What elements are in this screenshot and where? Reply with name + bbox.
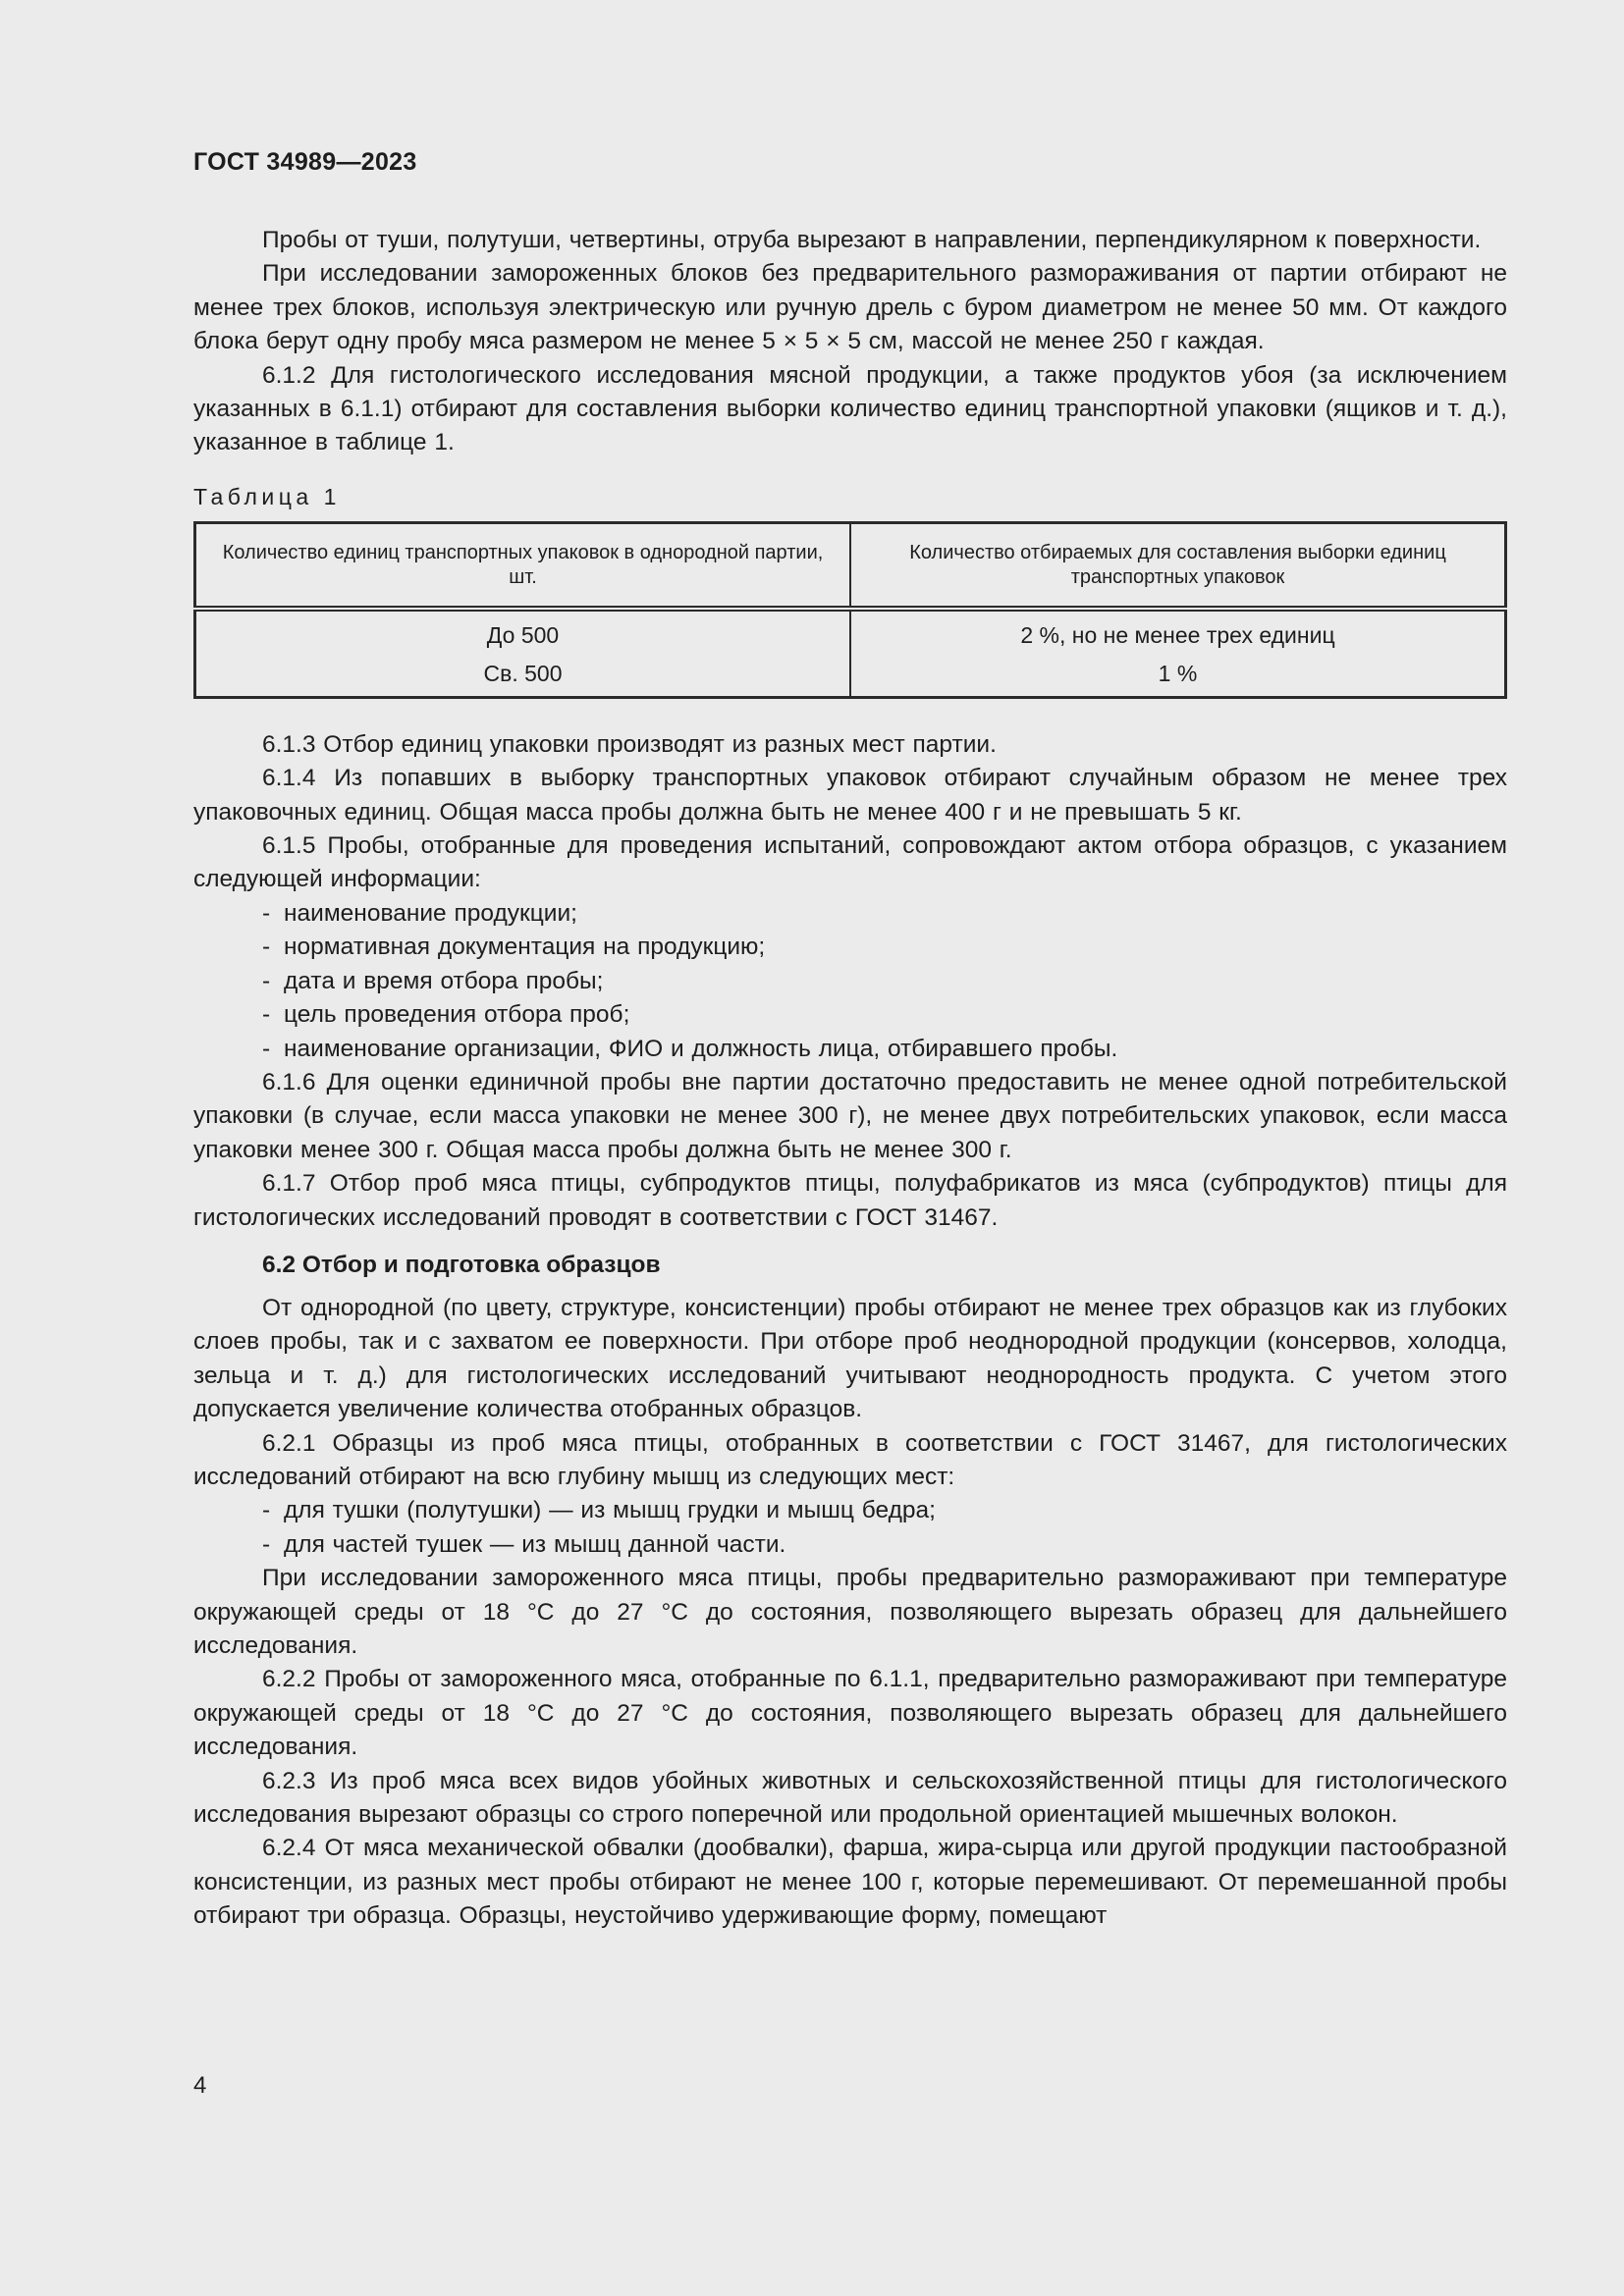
page-number: 4 [193,2072,207,2099]
table-row [195,654,1506,698]
list-item-text: нормативная документация на продукцию; [284,934,766,961]
list-item [262,931,1507,964]
paragraph-6-1-5: 6.1.5 Пробы, отобранные для проведения испытаний, сопровождают актом отбора образцов, с указанием следующей информации: [193,832,1507,893]
info-list [193,897,1507,1066]
list-item-text: наименование продукции; [284,899,577,927]
list-item [262,998,1507,1032]
list-item-text: дата и время отбора пробы; [284,967,604,994]
table-header-cell: Количество отбираемых для составления выборки единиц транспортных упаковок [850,522,1506,609]
paragraph-6-1-7: 6.1.7 Отбор проб мяса птицы, субпродуктов птицы, полуфабрикатов из мяса (субпродуктов) птицы для гистологических исследований проводят в соответствии с ГОСТ 31467. [193,1170,1507,1231]
table-cell: 1 % [1158,660,1198,686]
paragraph: При исследовании замороженных блоков без предварительного размораживания от партии отбирают не менее трех блоков, используя электрическую или ручную дрель с буром диаметром не менее 50 мм. От каждого блока берут одну пробу мяса размером не менее 5 × 5 × 5 см, массой не менее 250 г каждая. [193,260,1507,355]
paragraph-6-2-2: 6.2.2 Пробы от замороженного мяса, отобранные по 6.1.1, предварительно размораживают при температуре окружающей среды от 18 °С до 27 °С до состояния, позволяющего вырезать образец для дальнейшего исследования. [193,1666,1507,1761]
list-item-text: для частей тушек — из мышц данной части. [284,1530,786,1558]
list-item [262,965,1507,998]
list-item [262,1494,1507,1527]
paragraph: При исследовании замороженного мяса птицы, пробы предварительно размораживают при температуре окружающей среды от 18 °С до 27 °С до состояния, позволяющего вырезать образец для дальнейшего исследования. [193,1565,1507,1659]
paragraph-6-2-4: 6.2.4 От мяса механической обвалки (дообвалки), фарша, жира-сырца или другой продукции пастообразной консистенции, из разных мест пробы отбирают не менее 100 г, которые перемешивают. От перемешанной пробы отбирают три образца. Образцы, неустойчиво удерживающие форму, помещают [193,1835,1507,1930]
list-item [262,897,1507,931]
paragraph-6-1-3: 6.1.3 Отбор единиц упаковки производят из разных мест партии. [262,730,997,758]
table-row [195,609,1506,654]
sampling-table [193,521,1507,699]
table-cell: 2 %, но не менее трех единиц [1020,621,1335,648]
paragraph: Пробы от туши, полутуши, четвертины, отруба вырезают в направлении, перпендикулярном к поверхности. [262,227,1482,253]
list-item [262,1528,1507,1562]
dash-bullet-icon: - [262,1035,271,1062]
list-item-text: наименование организации, ФИО и должность лица, отбиравшего пробы. [284,1035,1118,1062]
table-caption: Таблица 1 [193,483,341,509]
table-header-row [195,522,1506,609]
list-item [262,1033,1507,1066]
paragraph-6-2-intro: От однородной (по цвету, структуре, консистенции) пробы отбирают не менее трех образцов как из глубоких слоев пробы, так и с захватом ее поверхности. При отборе проб неоднородной продукции (консервов, холодца, зельца и т. д.) для гистологических исследований учитывают неоднородность продукта. С учетом этого допускается увеличение количества отобранных образцов. [193,1294,1507,1423]
document-header: ГОСТ 34989—2023 [193,148,417,176]
location-list [193,1494,1507,1562]
paragraph-6-1-2: 6.1.2 Для гистологического исследования мясной продукции, а также продуктов убоя (за исключением указанных в 6.1.1) отбирают для составления выборки количество единиц транспортной упаковки (ящиков и т. д.), указанное в таблице 1. [193,361,1507,456]
list-item-text: цель проведения отбора проб; [284,1001,630,1029]
dash-bullet-icon: - [262,899,271,927]
dash-bullet-icon: - [262,967,271,994]
dash-bullet-icon: - [262,934,271,961]
paragraph-6-2-3: 6.2.3 Из проб мяса всех видов убойных животных и сельскохозяйственной птицы для гистологического исследования вырезают образцы со строго поперечной или продольной ориентацией мышечных волокон. [193,1767,1507,1829]
paragraph-6-1-6: 6.1.6 Для оценки единичной пробы вне партии достаточно предоставить не менее одной потребительской упаковки (в случае, если масса упаковки не менее 300 г), не менее двух потребительских упаковок, если масса упаковки менее 300 г. Общая масса пробы должна быть не менее 300 г. [193,1068,1507,1163]
dash-bullet-icon: - [262,1001,271,1029]
dash-bullet-icon: - [262,1497,271,1524]
table-cell: Св. 500 [195,654,851,698]
table-header-cell: Количество единиц транспортных упаковок в однородной партии, шт. [195,522,851,609]
paragraph-6-2-1: 6.2.1 Образцы из проб мяса птицы, отобранных в соответствии с ГОСТ 31467, для гистологических исследований отбирают на всю глубину мышц из следующих мест: [193,1429,1507,1490]
dash-bullet-icon: - [262,1530,271,1558]
paragraph-6-1-4: 6.1.4 Из попавших в выборку транспортных упаковок отбирают случайным образом не менее трех упаковочных единиц. Общая масса пробы должна быть не менее 400 г и не превышать 5 кг. [193,765,1507,826]
list-item-text: для тушки (полутушки) — из мышц грудки и мышц бедра; [284,1497,936,1524]
section-heading-6-2: 6.2 Отбор и подготовка образцов [262,1251,661,1278]
table-cell: До 500 [195,609,851,654]
document-page [193,145,1507,1934]
